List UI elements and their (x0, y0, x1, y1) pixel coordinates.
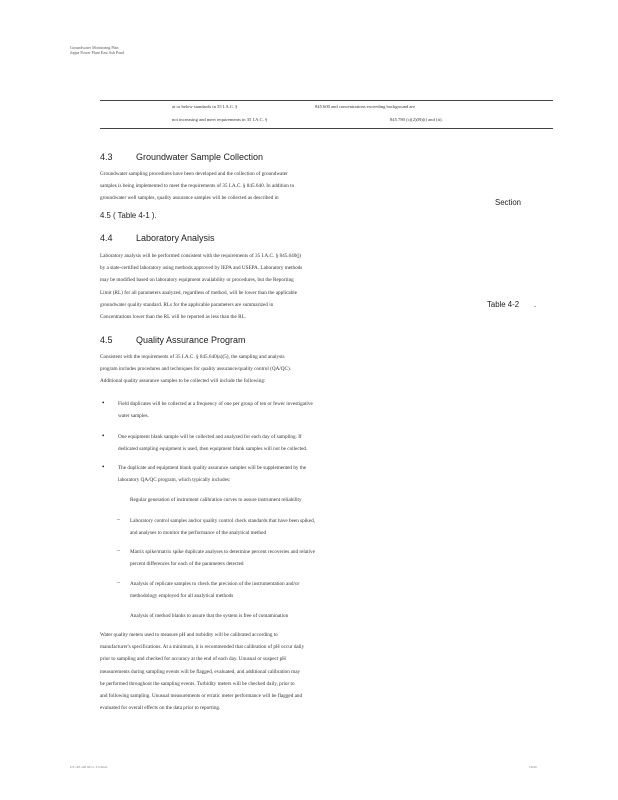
paragraph-line: manufacturer's specifications. At a minimum, it is recommended that calibration of pH occur daily (100, 644, 305, 651)
paragraph-line: Limit (RL) for all parameters analyzed, regardless of method, will be lower than the applicable (100, 289, 298, 296)
paragraph-line: Concentrations lower than the RL will be reported as less than the RL. (100, 314, 247, 321)
sub-item-line: Analysis of replicate samples to check the precision of the instrumentation and/or (130, 581, 300, 587)
paragraph-line: Laboratory analysis will be performed consistent with the requirements of 35 I.A.C. § 845.640(j) (100, 253, 302, 259)
section-4-4-number: 4.4 (100, 233, 113, 243)
section-4-3-number: 4.3 (100, 152, 113, 162)
bullet-icon: • (102, 463, 105, 471)
bullet-item (118, 462, 306, 486)
paragraph-line: samples is being implemented to meet the requirements of 35 I.A.C. § 845.640. In addition to (100, 183, 295, 190)
section-4-3-paragraph (100, 168, 294, 205)
table-4-1-reference: 4.5 ( Table 4-1 ). (100, 211, 157, 220)
section-4-3-title: Groundwater Sample Collection (136, 152, 264, 162)
table-row-1-left: at or below standards in 35 I.A.C. § (172, 104, 238, 109)
bullet-line: laboratory QA/QC program, which typically includes: (118, 477, 231, 484)
paragraph-line: measurements during sampling events will be flagged, evaluated, and additional calibration may (100, 668, 301, 675)
paragraph-line: Additional quality assurance samples to be collected will include the following: (100, 378, 266, 385)
sub-item-line: and analyses to monitor the performance of the analytical method (130, 530, 267, 537)
bullet-line: One equipment blank sample will be collected and analyzed for each day of sampling. If (118, 434, 302, 440)
sub-item-line: Analysis of method blanks to assure that the system is free of contamination (130, 613, 289, 619)
table-row-2-left: not increasing and meet requirements in 35 I.A.C. § (172, 117, 268, 122)
table-top-rule (100, 100, 553, 101)
footer-page-number: 16/20 (529, 765, 537, 769)
bullet-line: dedicated sampling equipment is used, then equipment blank samples will not be collected. (118, 446, 308, 453)
bullet-icon: • (102, 432, 105, 440)
footer-document-id: US 165 140 99 v1 3.2.2022 (70, 765, 108, 769)
dash-marker: – (117, 548, 120, 554)
section-4-4-paragraph (100, 250, 302, 323)
sub-item (130, 494, 302, 506)
table-bottom-rule (100, 128, 553, 129)
section-4-5-number: 4.5 (100, 335, 113, 345)
section-4-5-intro (100, 351, 291, 388)
paragraph-line: Consistent with the requirements of 35 I.A.C. § 845.640(a)(5), the sampling and analysis (100, 354, 285, 360)
closing-paragraph (100, 629, 304, 714)
sub-item (130, 578, 299, 602)
section-reference: Section (495, 198, 522, 207)
bullet-line: Field duplicates will be collected at a frequency of one per group of ten or fewer investigative (118, 401, 313, 407)
bullet-icon: • (102, 399, 105, 407)
sub-item (130, 610, 288, 622)
bullet-item (118, 398, 313, 422)
paragraph-line: be performed throughout the sampling events. Turbidity meters will be checked daily, prior to (100, 680, 295, 687)
dash-marker: – (117, 580, 120, 586)
bullet-line: water samples. (118, 413, 149, 420)
sub-item-line: Regular generation of instrument calibration curves to assure instrument reliability (130, 497, 302, 503)
sub-item-line: Matrix spike/matrix spike duplicate analyses to determine percent recoveries and relative (130, 549, 315, 555)
table-4-2-reference: Table 4-2 (487, 300, 520, 309)
sub-item (130, 515, 315, 539)
table-row-2-right: 845.780 (c)(2)(B)(i) and (ii). (390, 117, 443, 122)
paragraph-line: by a state-certified laboratory using methods approved by IEPA and USEPA. Laboratory methods (100, 265, 303, 272)
sub-item-line: percent differences for each of the parameters detected (130, 561, 244, 568)
sub-item (130, 546, 315, 570)
section-4-4-title: Laboratory Analysis (136, 233, 215, 243)
sub-item-line: methodology employed for all analytical methods (130, 593, 234, 600)
paragraph-line: groundwater quality standard. RLs for the applicable parameters are summarized in (100, 301, 274, 308)
table-4-2-period: . (534, 300, 537, 309)
header-line-2: Joppa Power Plant East Ash Pond (70, 50, 125, 55)
paragraph-line: Water quality meters used to measure pH and turbidity will be calibrated according to (100, 632, 278, 638)
header-line-1: Groundwater Monitoring Plan (70, 45, 119, 50)
paragraph-line: and following sampling. Unusual measurements or erratic meter performance will be flagged and (100, 693, 303, 700)
sub-item-line: Laboratory control samples and/or quality control check standards that have been spiked, (130, 518, 315, 524)
dash-marker: – (117, 517, 120, 523)
paragraph-line: may be modified based on laboratory equipment availability or procedures, but the Reporting (100, 277, 294, 284)
table-row-1-right: 845.600 and concentrations exceeding background are (315, 104, 416, 109)
paragraph-line: evaluated for overall effects on the data prior to reporting. (100, 705, 221, 712)
paragraph-line: Groundwater sampling procedures have been developed and the collection of groundwater (100, 171, 288, 177)
bullet-item (118, 431, 307, 455)
bullet-line: The duplicate and equipment blank quality assurance samples will be supplemented by the (118, 465, 307, 471)
paragraph-line: groundwater well samples, quality assurance samples will be collected as described in (100, 195, 279, 202)
paragraph-line: program includes procedures and techniques for quality assurance/quality control (QA/QC). (100, 366, 292, 373)
section-4-5-title: Quality Assurance Program (136, 335, 246, 345)
paragraph-line: prior to sampling and checked for accuracy at the end of each day. Unusual or suspect pH (100, 656, 286, 663)
